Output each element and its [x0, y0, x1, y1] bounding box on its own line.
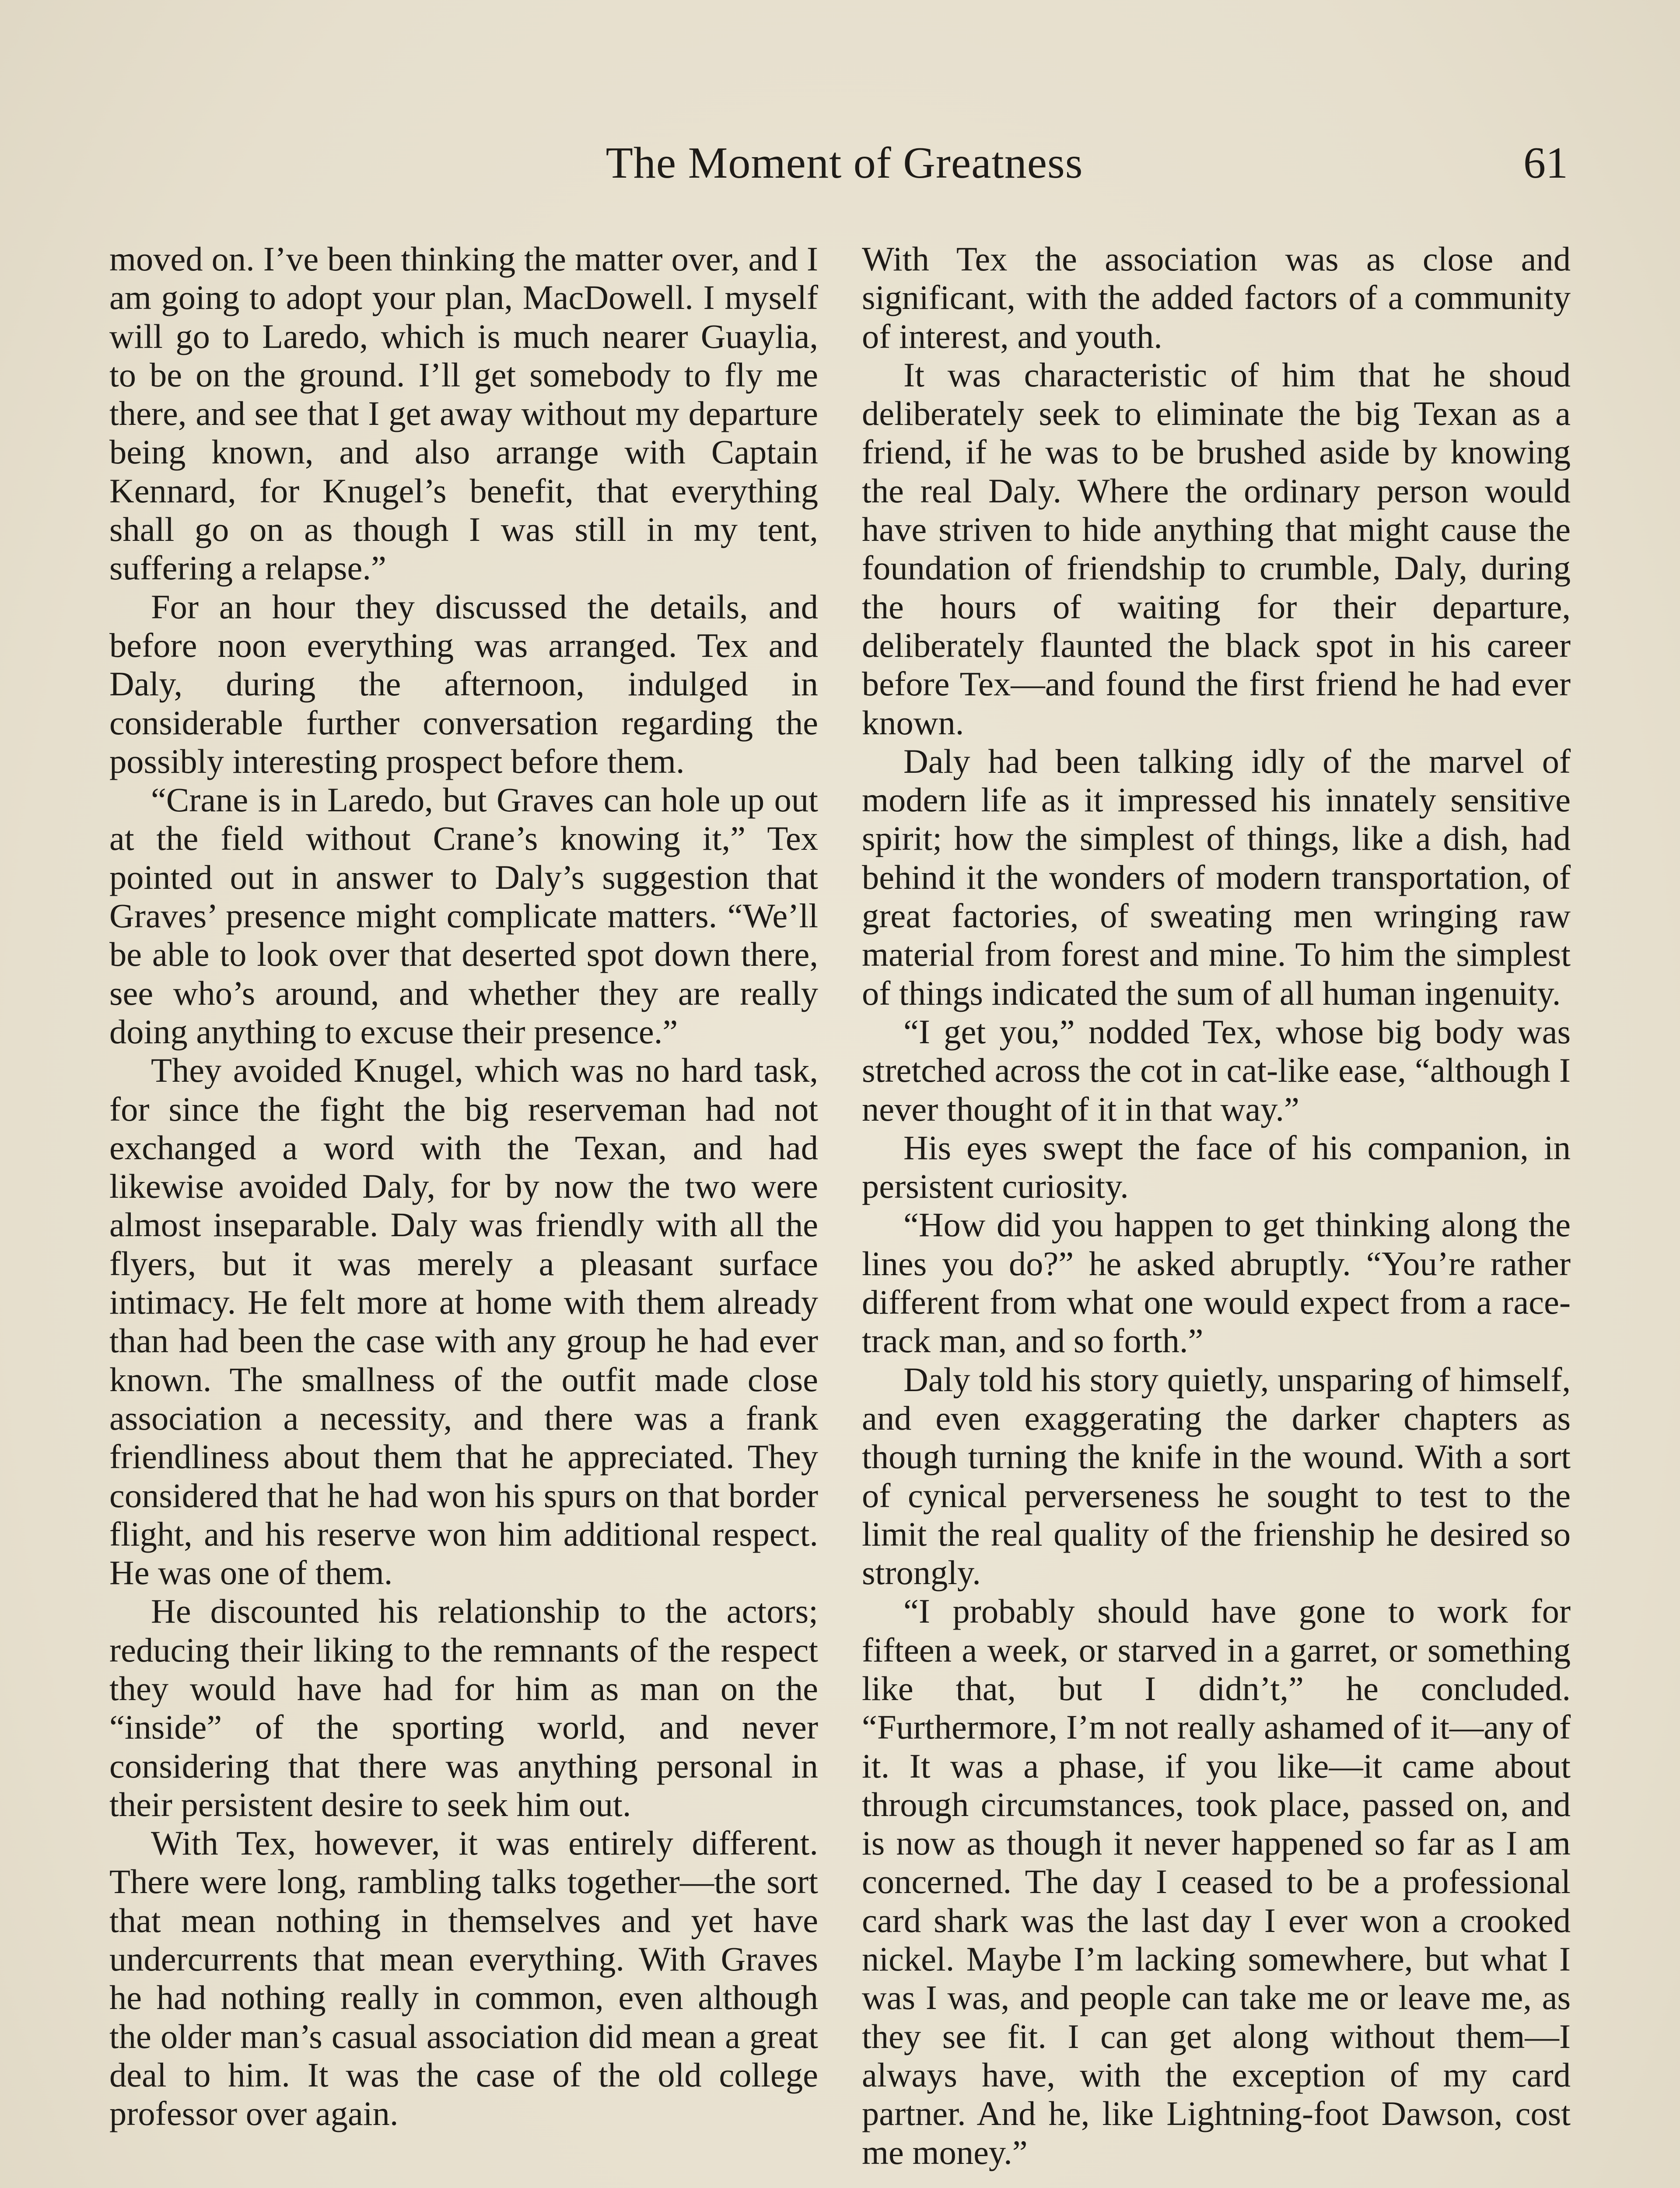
paragraph: They avoided Knugel, which was no hard task, for since the fight the big reserveman had not exchanged a word with the Texan, and had likewise avoided Daly, for by now the two were almost inseparable. Daly was friendly with all the flyers, but it was merely a pleasant surface intimacy. He felt more at home with them already than had been the case with any group he had ever known. The smallness of the outfit made close association a necessity, and there was a frank friendliness about them that he appreciated. They considered that he had won his spurs on that border flight, and his reserve won him additional respect. He was one of them.	[109, 1051, 818, 1592]
paragraph: “I probably should have gone to work for fifteen a week, or starved in a garret, or something like that, but I didn’t,” he concluded. “Furthermore, I’m not really ashamed of it—any of it. It was a phase, if you like—it came about through circumstances, took place, passed on, and is now as though it never happened so far as I am concerned. The day I ceased to be a professional card shark was the last day I ever won a crooked nickel. Maybe I’m lacking somewhere, but what I was I was, and people can take me or leave me, as they see fit. I can get along without them—I always have, with the exception of my card partner. And he, like Lightning-foot Dawson, cost me money.”	[862, 1592, 1571, 2171]
paragraph: Daly had been talking idly of the marvel of modern life as it impressed his innately sensitive spirit; how the simplest of things, like a dish, had behind it the wonders of modern transportation, of great factories, of sweating men wringing raw material from forest and mine. To him the simplest of things indicated the sum of all human ingenuity.	[862, 742, 1571, 1012]
paragraph: It was characteristic of him that he shoud deliberately seek to eliminate the big Texan as a friend, if he was to be brushed aside by knowing the real Daly. Where the ordinary person would have striven to hide anything that might cause the foundation of friendship to crumble, Daly, during the hours of waiting for their departure, deliberately flaunted the black spot in his career before Tex—and found the first friend he had ever known.	[862, 355, 1571, 742]
paragraph: moved on. I’ve been thinking the matter over, and I am going to adopt your plan, MacDowell. I myself will go to Laredo, which is much nearer Guaylia, to be on the ground. I’ll get somebody to fly me there, and see that I get away without my departure being known, and also arrange with Captain Kennard, for Knugel’s benefit, that everything shall go on as though I was still in my tent, suffering a relapse.”	[109, 240, 818, 587]
paragraph: “Crane is in Laredo, but Graves can hole up out at the field without Crane’s knowing it,” Tex pointed out in answer to Daly’s suggestion that Graves’ presence might complicate matters. “We’ll be able to look over that deserted spot down there, see who’s around, and whether they are really doing anything to excuse their presence.”	[109, 781, 818, 1051]
paragraph: “I get you,” nodded Tex, whose big body was stretched across the cot in cat-like ease, “although I never thought of it in that way.”	[862, 1012, 1571, 1128]
page-number: 61	[1523, 138, 1568, 188]
paragraph: His eyes swept the face of his companion, in persistent curiosity.	[862, 1128, 1571, 1206]
paragraph: With Tex, however, it was entirely different. There were long, rambling talks together—the sort that mean nothing in themselves and yet have undercurrents that mean everything. With Graves he had nothing really in common, even although the older man’s casual association did mean a great deal to him. It was the case of the old college professor over again.	[109, 1824, 818, 2133]
paragraph: For an hour they discussed the details, and before noon everything was arranged. Tex and Daly, during the afternoon, indulged in considerable further conversation regarding the possibly interesting prospect before them.	[109, 587, 818, 780]
paragraph: He discounted his relationship to the actors; reducing their liking to the remnants of the respect they would have had for him as man on the “inside” of the sporting world, and never considering that there was anything personal in their persistent desire to seek him out.	[109, 1592, 818, 1823]
paragraph: “How did you happen to get thinking along the lines you do?” he asked abruptly. “You’re rather different from what one would expect from a race-track man, and so forth.”	[862, 1206, 1571, 1360]
right-text-column	[862, 240, 1571, 2172]
left-text-column	[109, 240, 818, 2133]
paragraph: Daly told his story quietly, unsparing of himself, and even exaggerating the darker chapters as though turning the knife in the wound. With a sort of cynical perverseness he sought to test to the limit the real quality of the frienship he desired so strongly.	[862, 1360, 1571, 1592]
paragraph: With Tex the association was as close and significant, with the added factors of a community of interest, and youth.	[862, 240, 1571, 355]
running-title: The Moment of Greatness	[606, 138, 1083, 188]
